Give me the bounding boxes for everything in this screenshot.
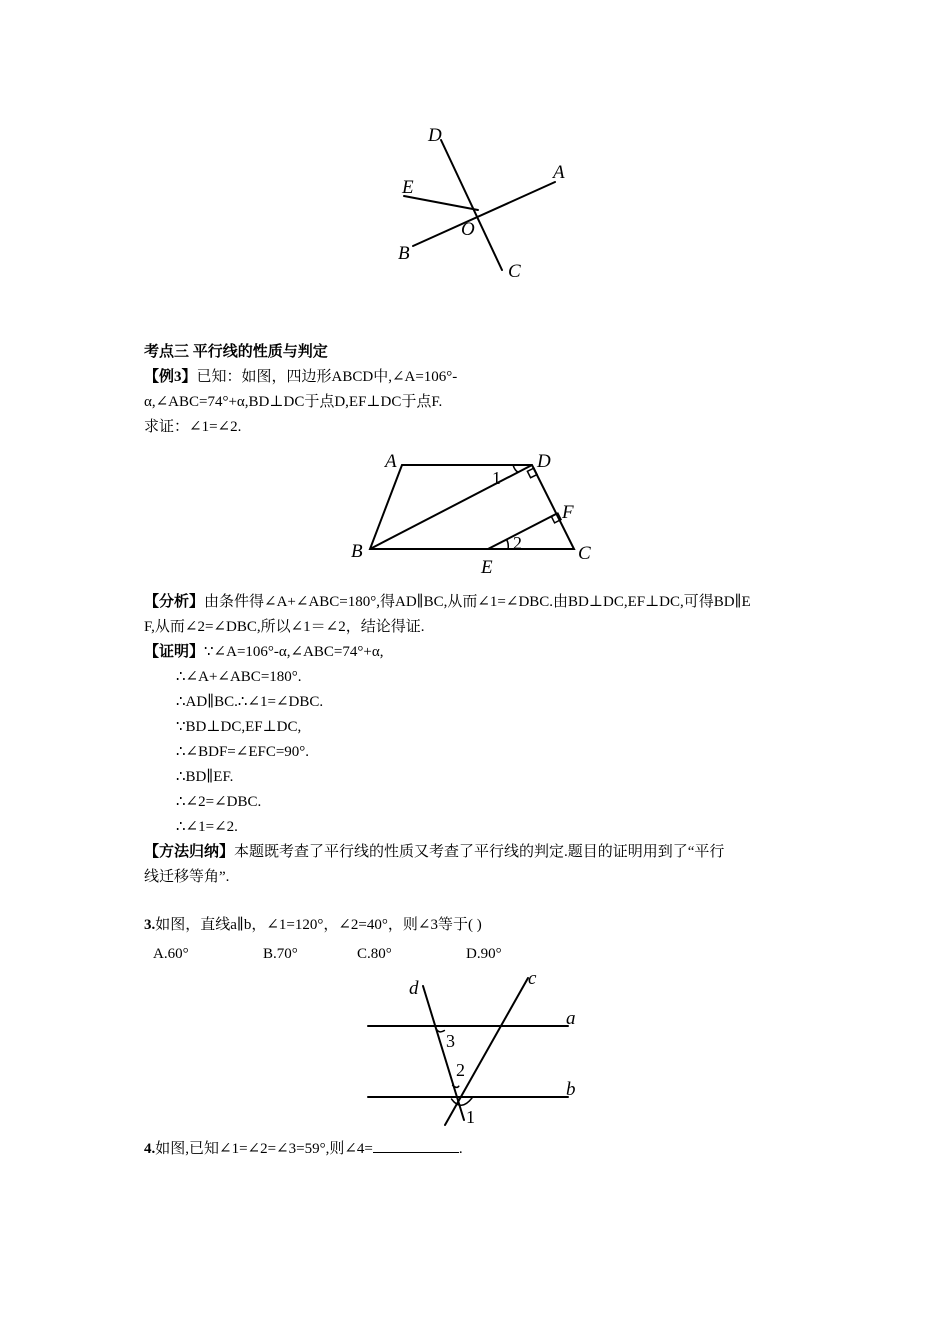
question-4-end: . bbox=[458, 1141, 463, 1157]
proof-first: ∵∠A=106°-α,∠ABC=74°+α, bbox=[204, 644, 384, 660]
label-b: b bbox=[566, 1079, 576, 1100]
example3-line3: 求证：∠1=∠2. bbox=[144, 419, 242, 435]
figure-trapezoid bbox=[345, 448, 615, 583]
label-A: A bbox=[385, 451, 397, 472]
angle-2-label: 2 bbox=[513, 533, 522, 553]
label-E: E bbox=[402, 177, 414, 198]
label-F: F bbox=[562, 502, 574, 523]
proof-step: ∴∠A+∠ABC=180°. bbox=[176, 669, 302, 685]
line-c bbox=[445, 978, 528, 1125]
angle-2-label: 2 bbox=[456, 1060, 465, 1080]
question-4 bbox=[144, 1138, 463, 1160]
example3-tag: 【例3】 bbox=[144, 369, 197, 385]
line-OE bbox=[404, 196, 478, 210]
question-3-number: 3. bbox=[144, 917, 156, 933]
analysis-line2: F,从而∠2=∠DBC,所以∠1＝∠2，结论得证. bbox=[144, 619, 425, 635]
label-C: C bbox=[508, 261, 521, 282]
proof-step: ∴BD∥EF. bbox=[176, 769, 234, 785]
label-D: D bbox=[428, 125, 442, 146]
question-4-text: 如图,已知∠1=∠2=∠3=59°,则∠4= bbox=[155, 1141, 373, 1157]
proof-step: ∴∠BDF=∠EFC=90°. bbox=[176, 744, 310, 760]
right-angle-D bbox=[527, 468, 537, 478]
proof-step: ∴∠2=∠DBC. bbox=[176, 794, 262, 810]
answer-blank[interactable] bbox=[373, 1138, 459, 1153]
label-a: a bbox=[566, 1008, 576, 1029]
analysis-line1 bbox=[144, 591, 751, 613]
section-title: 考点三 平行线的性质与判定 bbox=[144, 344, 328, 360]
question-3-text: 如图，直线a∥b，∠1=120°，∠2=40°，则∠3等于( ) bbox=[155, 917, 482, 933]
label-B: B bbox=[398, 243, 410, 264]
method-tag: 【方法归纳】 bbox=[144, 844, 235, 860]
proof-tag: 【证明】 bbox=[144, 644, 205, 660]
question-3 bbox=[144, 914, 482, 936]
angle-1-arc bbox=[452, 1098, 473, 1105]
angle-1-label: 1 bbox=[492, 468, 501, 488]
proof-step: ∵BD⊥DC,EF⊥DC, bbox=[176, 719, 302, 735]
angle-1-label: 1 bbox=[466, 1107, 475, 1127]
option-b: B.70° bbox=[263, 946, 298, 962]
angle-2-arc bbox=[507, 539, 509, 549]
label-d: d bbox=[409, 978, 419, 999]
line-d bbox=[423, 986, 464, 1120]
example3-line1 bbox=[144, 366, 457, 388]
option-c: C.80° bbox=[357, 946, 392, 962]
analysis-text1: 由条件得∠A+∠ABC=180°,得AD∥BC,从而∠1=∠DBC.由BD⊥DC,EF⊥DC,可得BD∥E bbox=[204, 594, 751, 610]
trapezoid-ABCD bbox=[370, 465, 574, 549]
segment-BD bbox=[370, 465, 532, 549]
figure-parallel-lines bbox=[360, 965, 590, 1130]
question-4-number: 4. bbox=[144, 1141, 156, 1157]
label-D: D bbox=[537, 451, 551, 472]
analysis-tag: 【分析】 bbox=[144, 594, 205, 610]
example3-line2: α,∠ABC=74°+α,BD⊥DC于点D,EF⊥DC于点F. bbox=[144, 394, 443, 410]
line-BA bbox=[413, 182, 555, 246]
method-text1: 本题既考查了平行线的性质又考查了平行线的判定.题目的证明用到了“平行 bbox=[234, 844, 725, 860]
proof-line-first bbox=[144, 641, 383, 663]
angle-3-label: 3 bbox=[446, 1031, 455, 1051]
option-d: D.90° bbox=[466, 946, 502, 962]
figure-intersecting-lines bbox=[380, 120, 580, 290]
label-c: c bbox=[528, 968, 537, 989]
angle-1-arc bbox=[513, 465, 518, 472]
label-C: C bbox=[578, 543, 591, 564]
label-B: B bbox=[351, 541, 363, 562]
example3-text1: 已知：如图，四边形ABCD中,∠A=106°- bbox=[196, 369, 458, 385]
label-A: A bbox=[553, 162, 565, 183]
method-line1 bbox=[144, 841, 724, 863]
proof-step: ∴∠1=∠2. bbox=[176, 819, 238, 835]
label-O: O bbox=[461, 219, 475, 240]
proof-step: ∴AD∥BC.∴∠1=∠DBC. bbox=[176, 694, 324, 710]
option-a: A.60° bbox=[153, 946, 189, 962]
segment-EF bbox=[488, 514, 556, 549]
method-line2: 线迁移等角”. bbox=[144, 869, 230, 885]
label-E: E bbox=[481, 557, 493, 578]
